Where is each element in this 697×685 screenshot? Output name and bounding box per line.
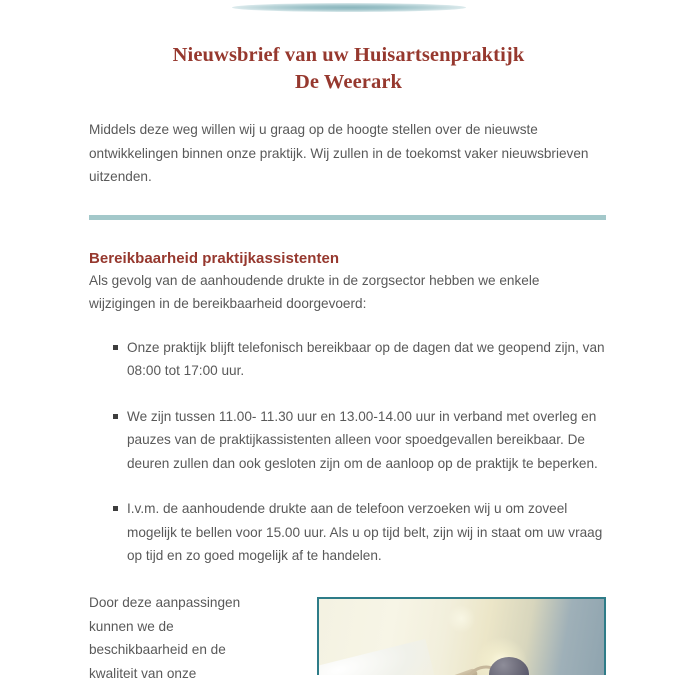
list-item-text: We zijn tussen 11.00- 11.30 uur en 13.00-14.00 uur in verband met overleg en pauzes van de praktijkassistenten alleen voor spoedgevallen bereikbaar. De deuren zullen dan ook gesloten zijn om de aanloop op de praktijk te beperken. [127, 408, 598, 471]
content-column [89, 118, 606, 568]
section-lead-paragraph: Als gevolg van de aanhoudende drukte in de zorgsector hebben we enkele wijzigingen in de bereikbaarheid doorgevoerd: [89, 272, 540, 311]
stethoscope-chestpiece-icon [489, 657, 529, 675]
list-item-text: Onze praktijk blijft telefonisch bereikbaar op de dagen dat we geopend zijn, van 08:00 tot 17:00 uur. [127, 339, 605, 378]
changes-list [89, 336, 606, 568]
section-heading: Bereikbaarheid praktijkassistenten [89, 249, 340, 267]
list-item [89, 497, 606, 568]
list-item-text: I.v.m. de aanhoudende drukte aan de telefoon verzoeken wij u om zoveel mogelijk te bellen voor 15.00 uur. Als u op tijd belt, zijn wij in staat om uw vraag op tijd en zo goed mogelijk af te handelen. [127, 501, 603, 563]
list-item [89, 336, 606, 383]
top-ornament-band [0, 0, 697, 18]
photo-foreground-blur [317, 639, 437, 675]
newsletter-title [0, 42, 697, 96]
closing-paragraph: Door deze aanpassingen kunnen we de beschikbaarheid en de kwaliteit van onze [89, 595, 241, 681]
square-bullet-icon [113, 345, 118, 350]
title-line-2: De Weerark [294, 71, 403, 93]
title-line-1: Nieuwsbrief van uw Huisartsenpraktijk [172, 44, 525, 66]
photo-background [319, 599, 604, 675]
stethoscope-photo [317, 597, 606, 675]
closing-row [89, 589, 606, 681]
square-bullet-icon [113, 506, 118, 511]
list-item [89, 405, 606, 476]
intro-paragraph: Middels deze weg willen wij u graag op de hoogte stellen over de nieuwste ontwikkelingen binnen onze praktijk. Wij zullen in de toekomst vaker nieuwsbrieven uitzenden. [89, 122, 589, 184]
square-bullet-icon [113, 414, 118, 419]
decorative-lens-divider-icon [232, 3, 466, 12]
section-divider [89, 215, 606, 220]
